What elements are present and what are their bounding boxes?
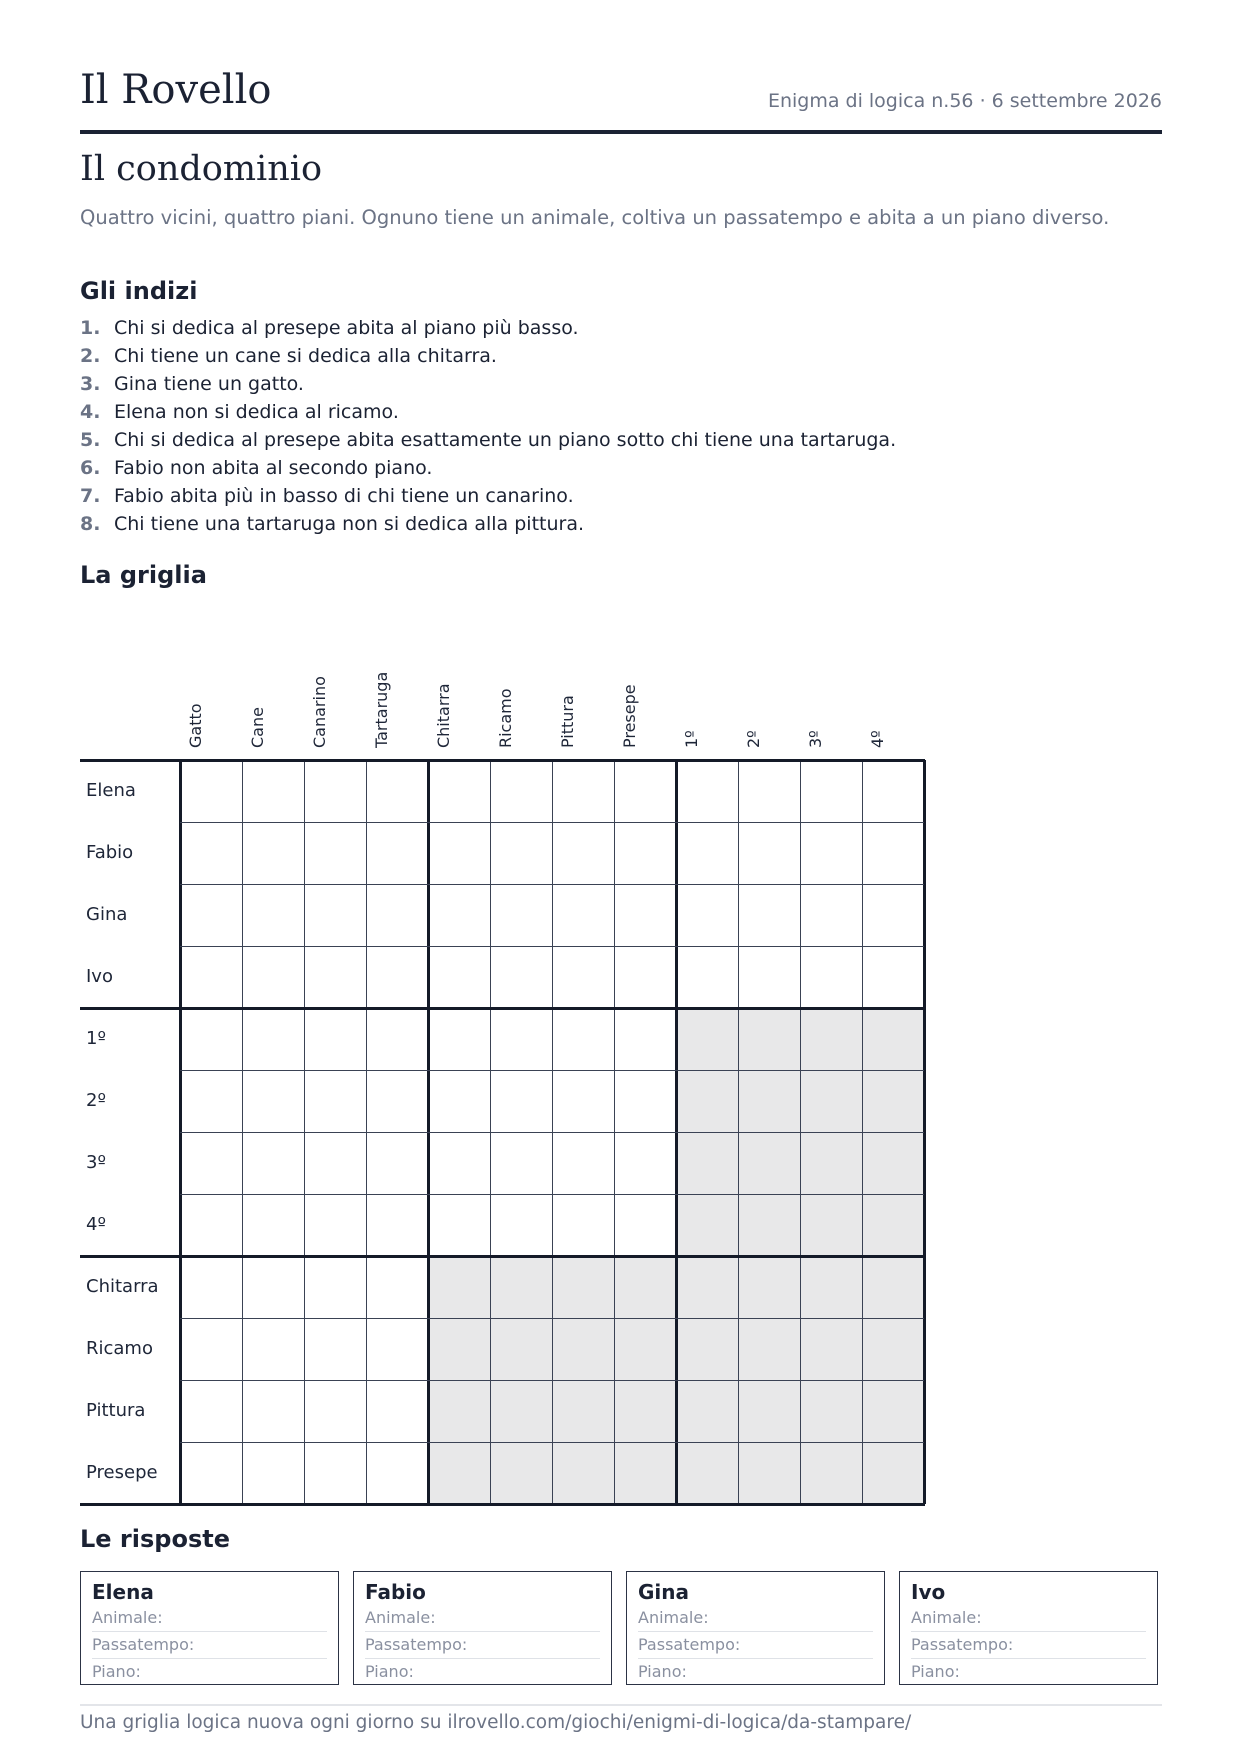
grid-line <box>80 1007 925 1010</box>
column-header <box>242 640 304 752</box>
answer-card-gina <box>626 1571 885 1685</box>
grid-cell[interactable] <box>614 1070 676 1132</box>
grid-cell[interactable] <box>490 760 552 822</box>
grid-cell[interactable] <box>366 822 428 884</box>
grid-cell[interactable] <box>614 946 676 1008</box>
grid-cell[interactable] <box>242 1256 304 1318</box>
grid-cell[interactable] <box>180 822 242 884</box>
grid-cell-unused <box>614 1380 676 1442</box>
grid-line <box>180 1194 924 1195</box>
grid-cell-unused <box>428 1256 490 1318</box>
grid-cell[interactable] <box>552 1070 614 1132</box>
grid-cell[interactable] <box>490 884 552 946</box>
grid-cell-unused <box>800 1070 862 1132</box>
grid-cell-unused <box>676 1070 738 1132</box>
grid-cell[interactable] <box>614 1132 676 1194</box>
grid-cell-unused <box>552 1318 614 1380</box>
clue-number: 3. <box>80 373 101 395</box>
grid-cell[interactable] <box>552 946 614 1008</box>
grid-cell[interactable] <box>242 822 304 884</box>
grid-line <box>180 884 924 885</box>
grid-cell-unused <box>800 1256 862 1318</box>
row-header: 4º <box>86 1214 106 1235</box>
grid-cell[interactable] <box>676 884 738 946</box>
grid-cell[interactable] <box>366 1008 428 1070</box>
clue-item <box>80 482 896 510</box>
row-header: Pittura <box>86 1400 146 1421</box>
floor-field[interactable]: Piano: <box>92 1662 141 1681</box>
grid-cell-unused <box>428 1318 490 1380</box>
grid-cell-unused <box>862 1256 924 1318</box>
clue-item <box>80 454 896 482</box>
grid-cell[interactable] <box>552 1008 614 1070</box>
column-header <box>738 640 800 752</box>
grid-cell-unused <box>738 1008 800 1070</box>
grid-cell-unused <box>800 1008 862 1070</box>
grid-cell[interactable] <box>304 1442 366 1504</box>
grid-cell-unused <box>800 1194 862 1256</box>
issue-info: Enigma di logica n.56 · 6 settembre 2026 <box>767 90 1162 112</box>
grid-cell[interactable] <box>304 760 366 822</box>
grid-line <box>180 1132 924 1133</box>
row-header: Fabio <box>86 842 134 863</box>
row-header: Gina <box>86 904 128 925</box>
grid-cell[interactable] <box>428 1132 490 1194</box>
clue-text: Fabio non abita al secondo piano. <box>114 457 433 479</box>
column-header <box>552 640 614 752</box>
grid-line <box>180 1070 924 1071</box>
grid-cell-unused <box>862 1008 924 1070</box>
clue-text: Elena non si dedica al ricamo. <box>114 401 399 423</box>
grid-cell-unused <box>614 1256 676 1318</box>
grid-cell[interactable] <box>304 1318 366 1380</box>
hobby-field[interactable]: Passatempo: <box>92 1632 327 1659</box>
grid-cell[interactable] <box>242 1070 304 1132</box>
grid-cell[interactable] <box>366 760 428 822</box>
grid-cell[interactable] <box>800 946 862 1008</box>
column-label: 4º <box>868 730 887 748</box>
clue-text: Chi si dedica al presepe abita al piano più basso. <box>114 317 579 339</box>
grid-cell[interactable] <box>800 884 862 946</box>
clue-text: Chi tiene una tartaruga non si dedica alla pittura. <box>114 513 585 535</box>
row-header: Elena <box>86 780 136 801</box>
grid-cell[interactable] <box>366 1380 428 1442</box>
column-header <box>180 640 242 752</box>
column-header <box>490 640 552 752</box>
grid-cell[interactable] <box>428 1194 490 1256</box>
grid-cell[interactable] <box>738 946 800 1008</box>
answer-person-name: Gina <box>638 1580 690 1604</box>
grid-cell[interactable] <box>366 1256 428 1318</box>
grid-cell-unused <box>676 1380 738 1442</box>
grid-cell[interactable] <box>428 1070 490 1132</box>
grid-cell[interactable] <box>366 884 428 946</box>
grid-line <box>80 1503 925 1506</box>
animal-field[interactable]: Animale: <box>911 1605 1146 1632</box>
grid-cell[interactable] <box>242 1132 304 1194</box>
clue-number: 5. <box>80 429 101 451</box>
grid-cell-unused <box>862 1132 924 1194</box>
grid-cell[interactable] <box>862 884 924 946</box>
grid-cell[interactable] <box>366 1442 428 1504</box>
column-header <box>862 640 924 752</box>
grid-cell-unused <box>428 1380 490 1442</box>
floor-field[interactable]: Piano: <box>911 1662 960 1681</box>
grid-cell[interactable] <box>738 884 800 946</box>
grid-cell-unused <box>800 1318 862 1380</box>
grid-cell-unused <box>490 1256 552 1318</box>
grid-cell-unused <box>676 1194 738 1256</box>
grid-cell-unused <box>490 1442 552 1504</box>
grid-cell-unused <box>676 1442 738 1504</box>
clue-number: 8. <box>80 513 101 535</box>
grid-cell-unused <box>676 1256 738 1318</box>
answer-person-name: Fabio <box>365 1580 426 1604</box>
hobby-field[interactable]: Passatempo: <box>365 1632 600 1659</box>
clue-number: 1. <box>80 317 101 339</box>
column-header <box>800 640 862 752</box>
column-label: 2º <box>744 730 763 748</box>
grid-heading: La griglia <box>80 561 207 589</box>
grid-cell[interactable] <box>490 1194 552 1256</box>
grid-cell[interactable] <box>490 1008 552 1070</box>
grid-cell[interactable] <box>180 1380 242 1442</box>
grid-cell[interactable] <box>180 1318 242 1380</box>
grid-cell[interactable] <box>676 760 738 822</box>
clue-text: Fabio abita più in basso di chi tiene un canarino. <box>114 485 574 507</box>
grid-cell-unused <box>428 1442 490 1504</box>
grid-cell-unused <box>676 1008 738 1070</box>
grid-cell-unused <box>862 1442 924 1504</box>
grid-cell-unused <box>552 1256 614 1318</box>
grid-cell-unused <box>738 1380 800 1442</box>
floor-field[interactable]: Piano: <box>365 1662 414 1681</box>
footer-divider <box>80 1704 1162 1706</box>
grid-cell[interactable] <box>552 760 614 822</box>
answer-card-elena <box>80 1571 339 1685</box>
grid-cell[interactable] <box>180 1194 242 1256</box>
clue-item <box>80 398 896 426</box>
grid-cell-unused <box>862 1070 924 1132</box>
grid-cell[interactable] <box>242 1442 304 1504</box>
hobby-field[interactable]: Passatempo: <box>638 1632 873 1659</box>
row-header: Ivo <box>86 966 113 987</box>
grid-cell[interactable] <box>800 760 862 822</box>
row-header: Presepe <box>86 1462 158 1483</box>
grid-cell[interactable] <box>304 1008 366 1070</box>
answer-card-fabio <box>353 1571 612 1685</box>
grid-cell-unused <box>490 1380 552 1442</box>
clues-heading: Gli indizi <box>80 277 198 305</box>
clues-list <box>80 314 896 538</box>
grid-cell-unused <box>676 1132 738 1194</box>
grid-line <box>180 1318 924 1319</box>
grid-cell[interactable] <box>304 1380 366 1442</box>
puzzle-intro: Quattro vicini, quattro piani. Ognuno tiene un animale, coltiva un passatempo e abita a un piano diverso. <box>80 206 1110 229</box>
grid-line <box>180 946 924 947</box>
answer-card-ivo <box>899 1571 1158 1685</box>
grid-cell[interactable] <box>614 1008 676 1070</box>
grid-cell[interactable] <box>676 946 738 1008</box>
column-header <box>366 640 428 752</box>
grid-cell[interactable] <box>180 760 242 822</box>
grid-cell-unused <box>738 1318 800 1380</box>
grid-cell-unused <box>490 1318 552 1380</box>
grid-line <box>180 1442 924 1443</box>
grid-cell[interactable] <box>304 822 366 884</box>
animal-field[interactable]: Animale: <box>365 1605 600 1632</box>
grid-cell-unused <box>800 1132 862 1194</box>
grid-cell[interactable] <box>366 1070 428 1132</box>
grid-cell[interactable] <box>428 760 490 822</box>
grid-cell[interactable] <box>862 760 924 822</box>
grid-cell[interactable] <box>862 946 924 1008</box>
grid-line <box>180 1380 924 1381</box>
grid-cell[interactable] <box>304 1132 366 1194</box>
answers-heading: Le risposte <box>80 1525 230 1553</box>
floor-field[interactable]: Piano: <box>638 1662 687 1681</box>
animal-field[interactable]: Animale: <box>92 1605 327 1632</box>
grid-cell[interactable] <box>180 1008 242 1070</box>
grid-cell-unused <box>738 1194 800 1256</box>
grid-cell[interactable] <box>552 822 614 884</box>
clue-item <box>80 342 896 370</box>
grid-cell[interactable] <box>242 946 304 1008</box>
column-label: Pittura <box>558 695 577 748</box>
clue-number: 7. <box>80 485 101 507</box>
grid-cell[interactable] <box>490 822 552 884</box>
grid-cell[interactable] <box>552 884 614 946</box>
column-header <box>304 640 366 752</box>
clue-text: Chi si dedica al presepe abita esattamente un piano sotto chi tiene una tartaruga. <box>114 429 897 451</box>
grid-cell[interactable] <box>366 1194 428 1256</box>
clue-item <box>80 510 896 538</box>
animal-field[interactable]: Animale: <box>638 1605 873 1632</box>
grid-cell[interactable] <box>428 822 490 884</box>
row-header: Chitarra <box>86 1276 159 1297</box>
hobby-field[interactable]: Passatempo: <box>911 1632 1146 1659</box>
grid-cell-unused <box>862 1194 924 1256</box>
clue-text: Chi tiene un cane si dedica alla chitarra. <box>114 345 497 367</box>
grid-cell-unused <box>800 1380 862 1442</box>
grid-cell[interactable] <box>676 822 738 884</box>
masthead <box>80 64 1162 134</box>
column-label: 3º <box>806 730 825 748</box>
clue-item <box>80 426 896 454</box>
grid-cell-unused <box>676 1318 738 1380</box>
grid-cell-unused <box>552 1442 614 1504</box>
column-label: Ricamo <box>496 688 515 748</box>
grid-cell[interactable] <box>304 1256 366 1318</box>
grid-cell[interactable] <box>180 1256 242 1318</box>
brand-title: Il Rovello <box>80 67 272 113</box>
grid-cell[interactable] <box>738 822 800 884</box>
grid-cell[interactable] <box>242 1318 304 1380</box>
grid-cell[interactable] <box>800 822 862 884</box>
column-header <box>676 640 738 752</box>
grid-cell[interactable] <box>304 1070 366 1132</box>
grid-line <box>80 1255 925 1258</box>
grid-cell[interactable] <box>490 1070 552 1132</box>
grid-cell-unused <box>738 1132 800 1194</box>
column-label: Canarino <box>310 676 329 748</box>
grid-cell[interactable] <box>304 884 366 946</box>
answer-person-name: Elena <box>92 1580 154 1604</box>
column-label: Gatto <box>186 703 205 748</box>
clue-number: 6. <box>80 457 101 479</box>
grid-line <box>80 759 925 762</box>
grid-cell-unused <box>800 1442 862 1504</box>
footer-text: Una griglia logica nuova ogni giorno su ilrovello.com/giochi/enigmi-di-logica/da-stampare/ <box>80 1712 912 1733</box>
clue-item <box>80 314 896 342</box>
grid-cell-unused <box>862 1380 924 1442</box>
grid-cell-unused <box>862 1318 924 1380</box>
clue-number: 4. <box>80 401 101 423</box>
grid-cell-unused <box>738 1070 800 1132</box>
grid-cell[interactable] <box>180 884 242 946</box>
column-header <box>614 640 676 752</box>
grid-cell[interactable] <box>180 946 242 1008</box>
grid-cell-unused <box>552 1380 614 1442</box>
grid-cell[interactable] <box>490 1132 552 1194</box>
grid-cell[interactable] <box>242 760 304 822</box>
grid-cell[interactable] <box>366 946 428 1008</box>
grid-cell[interactable] <box>428 946 490 1008</box>
puzzle-title: Il condominio <box>80 149 323 189</box>
grid-cell[interactable] <box>242 1008 304 1070</box>
grid-cell[interactable] <box>614 822 676 884</box>
grid-cell-unused <box>614 1318 676 1380</box>
column-label: 1º <box>682 730 701 748</box>
grid-cell-unused <box>738 1256 800 1318</box>
row-header: 2º <box>86 1090 106 1111</box>
grid-cell[interactable] <box>552 1194 614 1256</box>
row-header: Ricamo <box>86 1338 153 1359</box>
column-label: Cane <box>248 707 267 748</box>
clue-item <box>80 370 896 398</box>
clue-number: 2. <box>80 345 101 367</box>
column-label: Tartaruga <box>372 671 391 748</box>
row-header: 3º <box>86 1152 106 1173</box>
grid-cell[interactable] <box>428 1008 490 1070</box>
grid-cell[interactable] <box>304 1194 366 1256</box>
grid-cell[interactable] <box>304 946 366 1008</box>
grid-cell[interactable] <box>242 884 304 946</box>
column-label: Presepe <box>620 684 639 748</box>
grid-cell[interactable] <box>180 1070 242 1132</box>
row-header: 1º <box>86 1028 106 1049</box>
grid-cell[interactable] <box>614 884 676 946</box>
grid-cell[interactable] <box>552 1132 614 1194</box>
grid-cell[interactable] <box>242 1194 304 1256</box>
grid-cell[interactable] <box>180 1442 242 1504</box>
grid-cell[interactable] <box>366 1318 428 1380</box>
grid-cell-unused <box>614 1442 676 1504</box>
grid-cell[interactable] <box>738 760 800 822</box>
grid-cell[interactable] <box>614 760 676 822</box>
grid-line <box>180 822 924 823</box>
answer-person-name: Ivo <box>911 1580 946 1604</box>
grid-cell[interactable] <box>490 946 552 1008</box>
grid-cell[interactable] <box>242 1380 304 1442</box>
grid-cell[interactable] <box>366 1132 428 1194</box>
grid-cell[interactable] <box>862 822 924 884</box>
grid-cell[interactable] <box>614 1194 676 1256</box>
column-label: Chitarra <box>434 683 453 748</box>
grid-cell-unused <box>738 1442 800 1504</box>
grid-cell[interactable] <box>180 1132 242 1194</box>
column-header <box>428 640 490 752</box>
grid-cell[interactable] <box>428 884 490 946</box>
clue-text: Gina tiene un gatto. <box>114 373 304 395</box>
